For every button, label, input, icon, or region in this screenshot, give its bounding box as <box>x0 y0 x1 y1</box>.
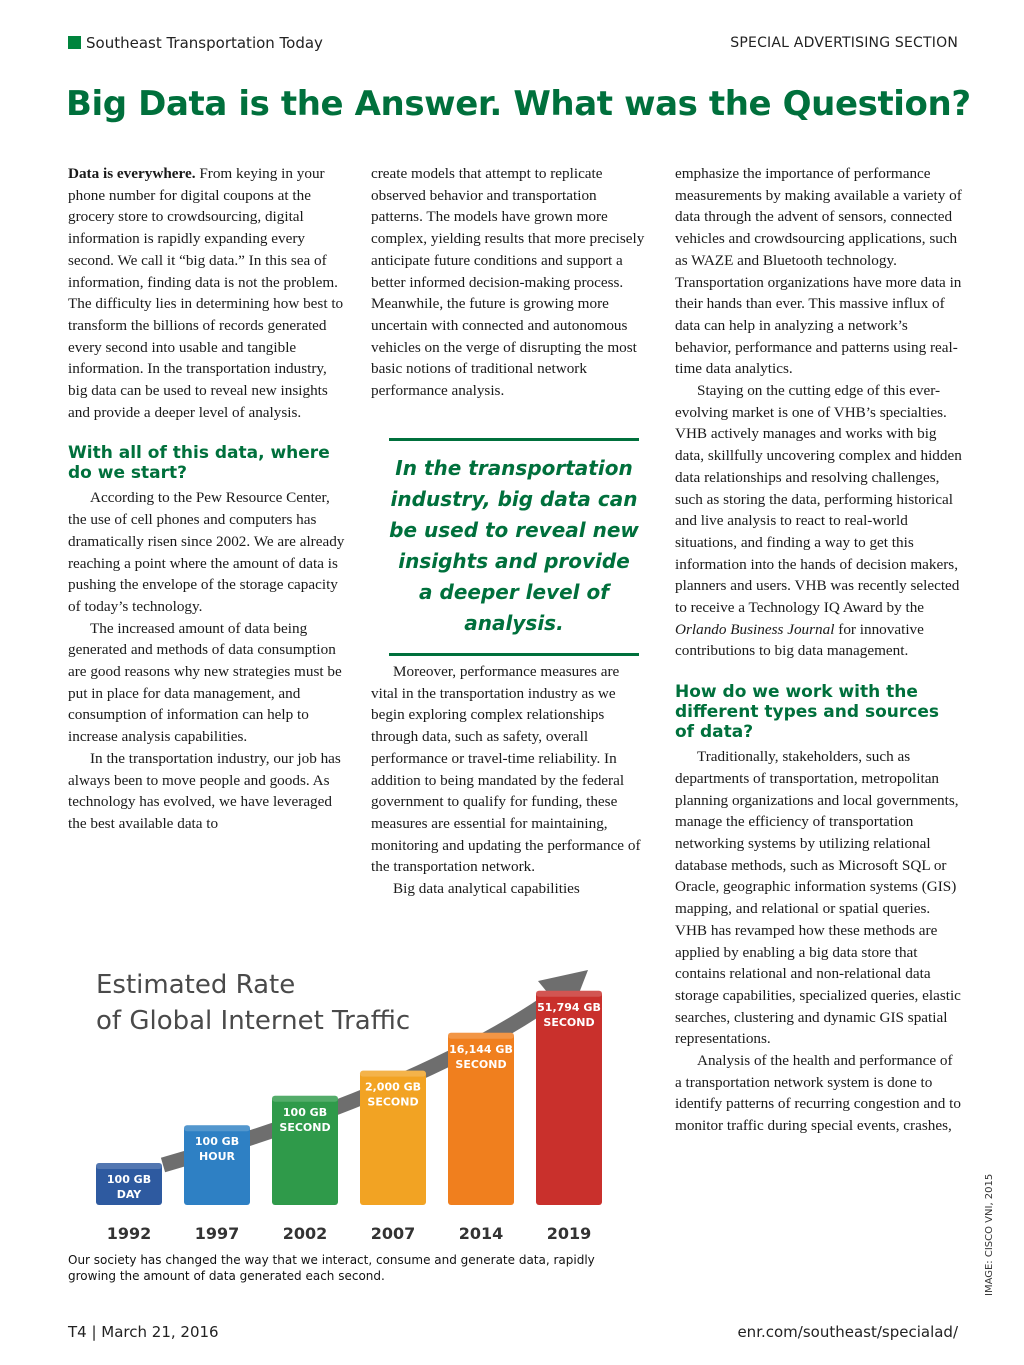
column-2-continued <box>371 661 647 900</box>
bar-label-unit-2002: SECOND <box>279 1120 331 1134</box>
year-label-1997: 1997 <box>194 1224 240 1243</box>
paragraph: According to the Pew Resource Center, the use of cell phones and computers has dramatically risen since 2002. We are already reaching a point where the amount of data is pushing the envelope of the storage capacity of today’s technology. <box>68 489 345 615</box>
brand-square-icon <box>68 36 81 49</box>
chart-title-line-2: of Global Internet Traffic <box>96 1006 411 1036</box>
subheading-data-types: How do we work with the different types and sources of data? <box>675 682 939 743</box>
year-label-2002: 2002 <box>282 1224 328 1243</box>
paragraph: The increased amount of data being generated and methods of data consumption are good reasons why new strategies must be put in place for data management, and consumption of information can help to increase analysis capabilities. <box>68 619 342 746</box>
pull-quote-text: In the transportation industry, big data can be used to reveal new insights and provide a deeper level of analysis. <box>389 456 639 635</box>
bar-highlight-1992 <box>96 1163 162 1169</box>
column-3 <box>675 163 963 1137</box>
bar-label-amount-2007: 2,000 GB <box>364 1080 422 1094</box>
year-label-1992: 1992 <box>106 1224 152 1243</box>
footer-page-date: T4 | March 21, 2016 <box>68 1323 219 1341</box>
paragraph-vhb <box>675 380 963 662</box>
bar-highlight-2002 <box>272 1096 338 1102</box>
paragraph: In the transportation industry, our job has always been to move people and goods. As technology has evolved, we have leveraged the best available data to <box>68 749 341 832</box>
year-label-2019: 2019 <box>546 1224 592 1243</box>
bar-label-amount-1992: 100 GB <box>106 1173 152 1186</box>
paragraph: Big data analytical capabilities <box>393 880 580 898</box>
chart-svg <box>68 955 628 1245</box>
journal-name: Orlando Business Journal <box>675 620 835 638</box>
bar-label-amount-2019: 51,794 GB <box>537 1000 601 1014</box>
bar-label-amount-1997: 100 GB <box>194 1135 240 1149</box>
bar-label-unit-2014: SECOND <box>455 1057 507 1071</box>
paragraph: Traditionally, stakeholders, such as departments of transportation, metropolitan planning organizations and local governments, manage the efficiency of transportation networking systems by utilizing relational database methods, such as Microsoft SQL or Oracle, geographic information systems (GIS) mapping, and relational or spatial queries. VHB has revamped how these methods are applied by enabling a big data store that contains relational and non-relational data storage capabilities, specialized queries, elastic searches, clustering and dynamic GIS spatial representations. <box>675 748 961 1048</box>
paragraph: Moreover, performance measures are vital in the transportation industry as we begin exploring complex relationships through data, such as safety, overall performance or travel-time reliability. In addition to being mandated by the federal government to qualify for funding, these measures are essential for maintaining, monitoring and updating the performance of the transportation network. <box>371 663 641 876</box>
bar-label-unit-1997: HOUR <box>199 1150 235 1164</box>
bar-highlight-2019 <box>536 991 602 997</box>
image-credit: IMAGE: CISCO VNI, 2015 <box>984 1173 995 1296</box>
subheading-where-start: With all of this data, where do we start? <box>68 443 330 484</box>
bar-highlight-2007 <box>360 1071 426 1077</box>
page-header <box>68 34 958 58</box>
article-title: Big Data is the Answer. What was the Question? <box>66 84 971 124</box>
bar-label-unit-1992: DAY <box>116 1188 142 1201</box>
paragraph: emphasize the importance of performance measurements by making available a variety of data through the advent of sensors, connected vehicles and crowdsourcing applications, such as WAZE and Bluetooth technology. Transportation organizations have more data in their hands than ever. This massive influx of data can help in analyzing a network’s behavior, performance and patterns using real-time data analytics. <box>675 165 962 378</box>
vhb-text: Staying on the cutting edge of this ever-evolving market is one of VHB’s specialties. VHB actively manages and works with big data, skillfully uncovering complex and hidden data relationships and resolving challenges, such as storing the data, performing historical and live analysis to react to real-world situations, and finding a way to get this information into the hands of decision makers, planners and users. VHB was recently selected to receive a Technology IQ Award by the <box>675 382 962 617</box>
chart-caption: Our society has changed the way that we interact, consume and generate data, rapidly growing the amount of data generated each second. <box>68 1253 595 1283</box>
intro-text: From keying in your phone number for digital coupons at the grocery store to crowdsourcing, digital information is rapidly expanding every second. We call it “big data.” In this sea of information, finding data is not the problem. The difficulty lies in determining how best to transform the billions of records generated every second into usable and tangible information. In the transportation industry, big data can be used to reveal new insights and provide a deeper level of analysis. <box>68 165 344 421</box>
bar-label-amount-2002: 100 GB <box>282 1105 328 1119</box>
section-tag: SPECIAL ADVERTISING SECTION <box>730 35 958 51</box>
chart-title-line-1: Estimated Rate <box>96 970 296 1000</box>
publication-brand <box>68 34 323 52</box>
internet-traffic-chart <box>68 955 628 1245</box>
pull-quote <box>389 438 639 656</box>
lead-in: Data is everywhere. <box>68 165 196 182</box>
column-1 <box>68 163 350 835</box>
year-label-2007: 2007 <box>370 1224 416 1243</box>
brand-name: Southeast Transportation Today <box>86 34 323 52</box>
year-label-2014: 2014 <box>458 1224 504 1243</box>
bar-label-amount-2014: 16,144 GB <box>449 1042 513 1056</box>
column-2 <box>371 163 647 402</box>
paragraph-intro <box>68 163 350 423</box>
bar-label-unit-2019: SECOND <box>543 1015 595 1029</box>
footer-url: enr.com/southeast/specialad/ <box>737 1323 958 1341</box>
paragraph: Analysis of the health and performance of a transportation network system is done to identify patterns of recurring congestion and to monitor traffic during special events, crashes, <box>675 1052 961 1135</box>
vhb-text-end: for innovative contributions to big data management. <box>675 620 924 660</box>
bar-highlight-1997 <box>184 1125 250 1131</box>
paragraph: create models that attempt to replicate observed behavior and transportation patterns. The models have grown more complex, yielding results that more precisely anticipate future conditions and support a better informed decision-making process. Meanwhile, the future is growing more uncertain with connected and autonomous vehicles on the verge of disrupting the most basic notions of traditional network performance analysis. <box>371 165 645 400</box>
bar-highlight-2014 <box>448 1033 514 1039</box>
bar-label-unit-2007: SECOND <box>367 1095 419 1109</box>
